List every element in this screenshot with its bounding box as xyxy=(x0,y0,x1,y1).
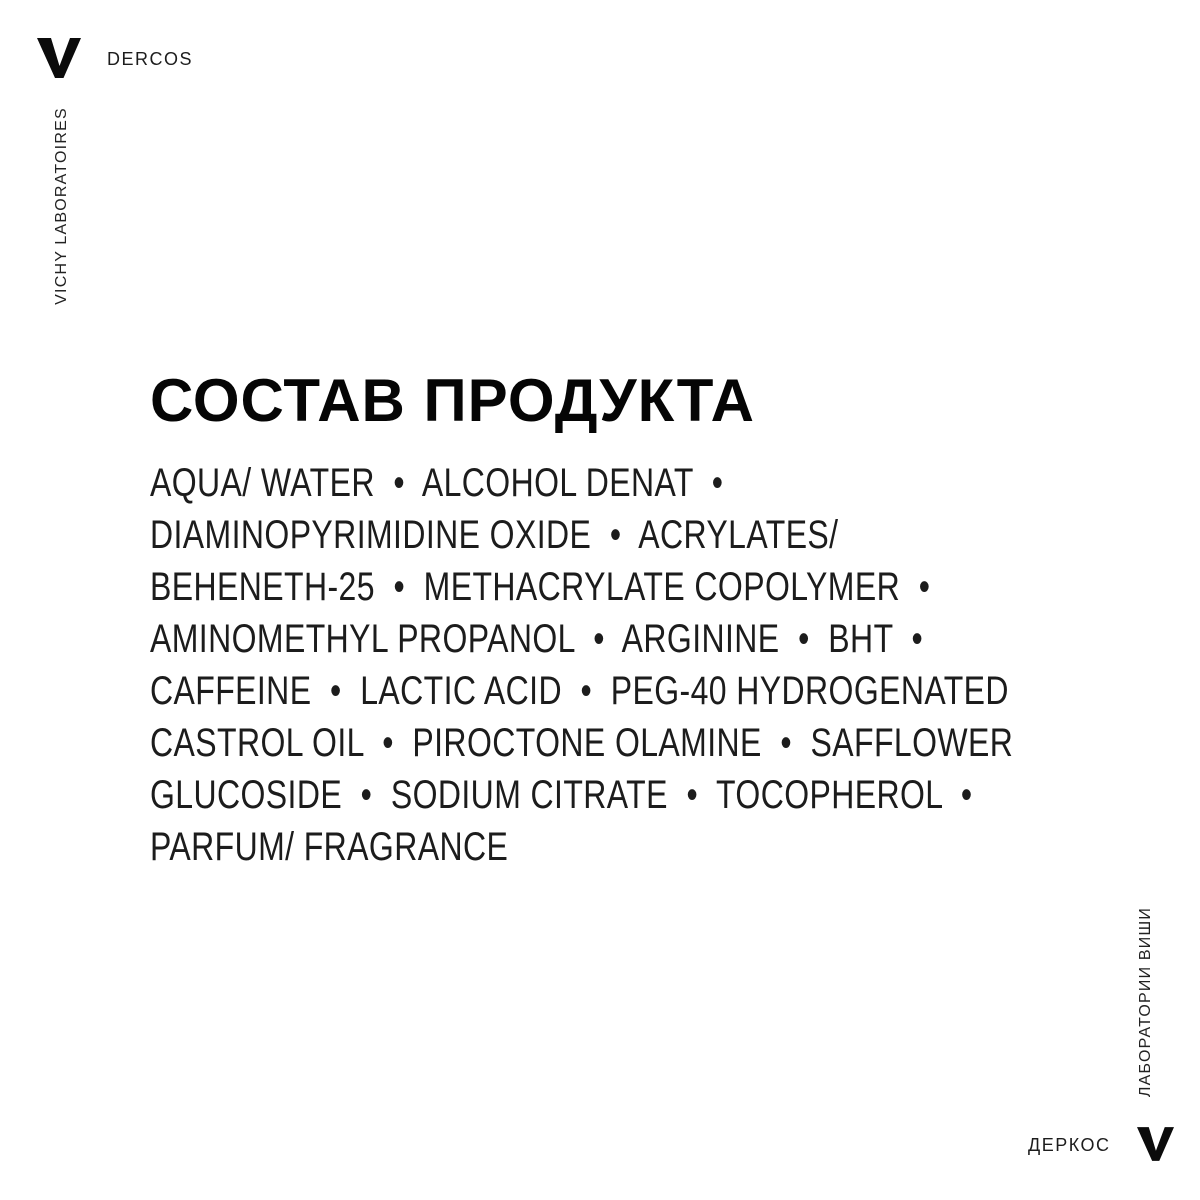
ingredients-line: GLUCOSIDE • SODIUM CITRATE • TOCOPHEROL • xyxy=(150,773,973,817)
ingredients-line: AMINOMETHYL PROPANOL • ARGININE • BHT • xyxy=(150,617,924,661)
vichy-v-logo-icon xyxy=(37,38,81,78)
vichy-v-logo-icon xyxy=(1137,1125,1174,1163)
ingredients-line: CASTROL OIL • PIROCTONE OLAMINE • SAFFLOWER xyxy=(150,721,1014,765)
vertical-label-laboratorii-vishi: ЛАБОРАТОРИИ ВИШИ xyxy=(1137,906,1154,1098)
brand-name-dercos: DERCOS xyxy=(107,49,194,69)
ingredients-line: PARFUM/ FRAGRANCE xyxy=(150,825,509,869)
ingredients-line: DIAMINOPYRIMIDINE OXIDE • ACRYLATES/ xyxy=(150,513,839,557)
ingredients-line: BEHENETH-25 • METHACRYLATE COPOLYMER • xyxy=(150,565,931,609)
ingredients-line: CAFFEINE • LACTIC ACID • PEG-40 HYDROGENATED xyxy=(150,669,1009,713)
ingredients-line: AQUA/ WATER • ALCOHOL DENAT • xyxy=(150,461,724,505)
page-title: СОСТАВ ПРОДУКТА xyxy=(150,367,755,435)
vertical-label-vichy-laboratoires: VICHY LABORATOIRES xyxy=(53,107,70,305)
ingredients-list xyxy=(150,457,1013,873)
brand-footer xyxy=(1028,1125,1174,1163)
brand-name-derkos: ДЕРКОС xyxy=(1028,1135,1111,1155)
brand-header xyxy=(37,38,193,78)
